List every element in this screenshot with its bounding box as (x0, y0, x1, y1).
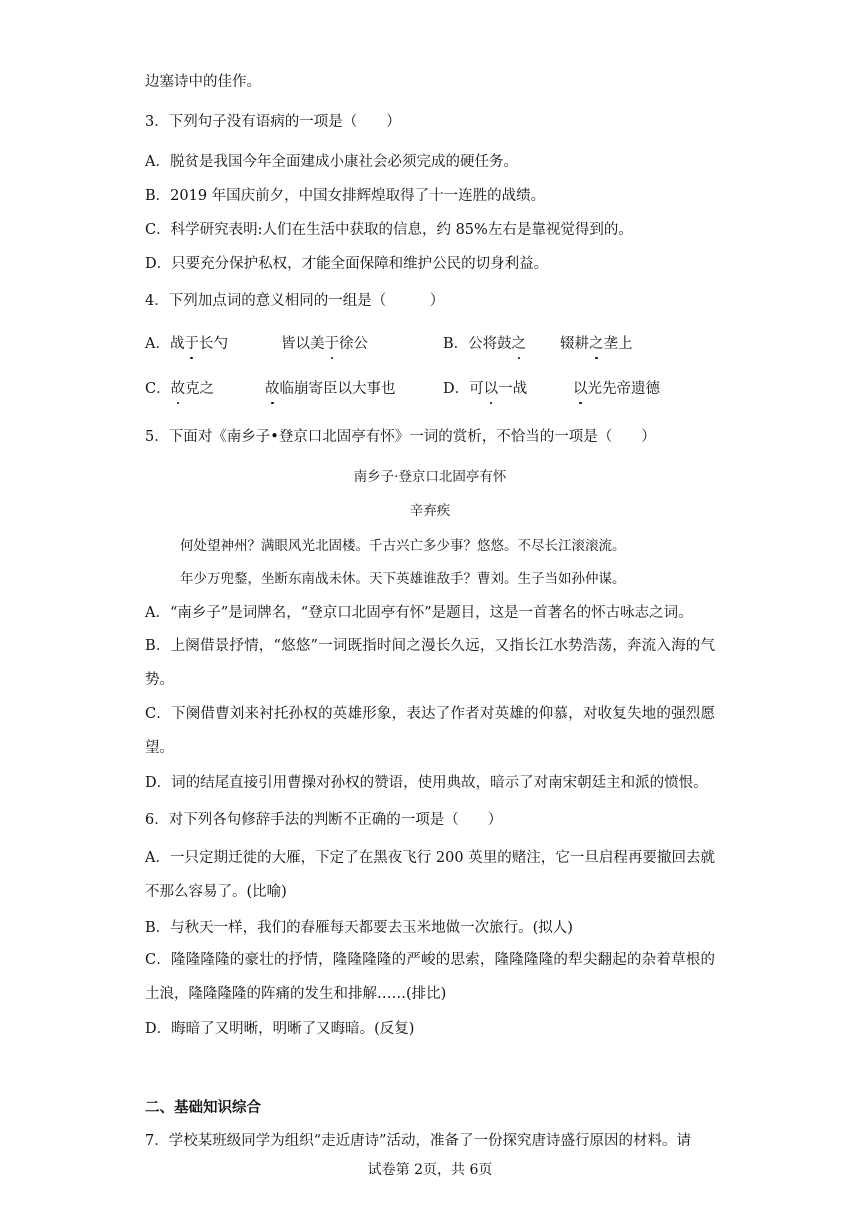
dotted-word: 故 (170, 381, 186, 397)
question-6-stem: 6．对下列各句修辞手法的判断不正确的一项是（ ） (145, 812, 503, 828)
question-4-option-c (145, 379, 214, 399)
option-label: A． (145, 336, 170, 352)
question-4-option-d-second (573, 379, 660, 399)
poem-author: 辛弃疾 (409, 503, 451, 519)
question-6-option-b: B．与秋天一样，我们的春雁每天都要去玉米地做一次旅行。(拟人) (145, 920, 573, 936)
question-5-option-b: B．上阕借景抒情，“悠悠”一词既指时间之漫长久远，又指长江水势浩荡，奔流入海的气势。 (145, 638, 715, 688)
option-text: 一战 (498, 381, 528, 397)
question-6-option-c: C．隆隆隆隆的豪壮的抒情，隆隆隆隆的严峻的思索，隆隆隆隆的犁尖翻起的杂着草根的土浪，隆隆隆隆的阵痛的发生和排解……(排比) (145, 952, 715, 1002)
dotted-word: 于 (324, 336, 339, 352)
section-2-heading: 二、基础知识综合 (145, 1099, 261, 1116)
page-footer: 试卷第 2页，共 6页 (367, 1162, 493, 1178)
option-label: C． (145, 381, 171, 397)
poem-title: 南乡子·登京口北固亭有怀 (353, 469, 507, 485)
poem-line-1: 何处望神州？满眼风光北固楼。千古兴亡多少事？悠悠。不尽长江滚滚流。 (180, 538, 626, 554)
option-text: 皆以美 (281, 336, 325, 352)
question-4-option-c-second (265, 379, 396, 399)
question-6-option-a: A．一只定期迁徙的大雁，下定了在黑夜飞行 200 英里的赌注，它一旦启程再要撤回去就不那么容易了。(比喻) (145, 850, 715, 900)
option-text: 垄上 (603, 336, 633, 352)
dotted-word: 以 (573, 381, 588, 397)
continued-text-line: 边塞诗中的佳作。 (145, 74, 261, 90)
question-4-option-b-second (560, 334, 633, 354)
option-text: 辍耕 (560, 336, 589, 352)
question-7-stem: 7．学校某班级同学为组织“走近唐诗”活动，准备了一份探究唐诗盛行原因的材料。请 (145, 1133, 692, 1149)
dotted-word: 故 (265, 381, 280, 397)
dotted-word: 之 (589, 336, 604, 352)
option-text: 公将鼓 (468, 336, 512, 352)
question-6-option-d: D．晦暗了又明晰，明晰了又晦暗。(反复) (145, 1021, 415, 1037)
question-3-option-d: D．只要充分保护私权，才能全面保障和维护公民的切身利益。 (145, 256, 549, 272)
question-3-option-a: A．脱贫是我国今年全面建成小康社会必须完成的硬任务。 (145, 154, 518, 170)
option-text: 临崩寄臣以大事也 (279, 381, 396, 397)
question-5-option-d: D．词的结尾直接引用曹操对孙权的赞语，使用典故，暗示了对南宋朝廷主和派的愤恨。 (145, 775, 708, 791)
question-5-option-a: A．“南乡子”是词牌名，“登京口北固亭有怀”是题目，这是一首著名的怀古咏志之词。 (145, 605, 693, 621)
question-4-option-a (145, 334, 228, 354)
question-5-stem: 5．下面对《南乡子•登京口北固亭有怀》一词的赏析，不恰当的一项是（ ） (145, 429, 656, 445)
option-label: B． (443, 336, 469, 352)
question-3-option-c: C．科学研究表明:人们在生活中获取的信息，约 85%左右是靠视觉得到的。 (145, 222, 633, 238)
question-4-option-d (443, 379, 527, 399)
option-text: 光先帝遗德 (587, 381, 660, 397)
option-text: 克之 (185, 381, 215, 397)
option-text: 可 (469, 381, 484, 397)
poem-line-2: 年少万兜鍪，坐断东南战未休。天下英雄谁敌手？曹刘。生子当如孙仲谋。 (180, 571, 626, 587)
option-text: 徐公 (339, 336, 368, 352)
dotted-word: 于 (184, 336, 199, 352)
question-3-stem: 3．下列句子没有语病的一项是（ ） (145, 114, 401, 130)
question-4-option-a-second (281, 334, 368, 354)
option-text: 长勺 (198, 336, 228, 352)
option-label: D． (443, 381, 470, 397)
option-text: 战 (169, 336, 185, 352)
question-3-option-b: B．2019 年国庆前夕，中国女排辉煌取得了十一连胜的战绩。 (145, 188, 546, 204)
question-4-option-b (443, 334, 526, 354)
question-4-stem: 4．下列加点词的意义相同的一组是（ ） (145, 293, 445, 309)
dotted-word: 之 (511, 336, 527, 352)
dotted-word: 以 (483, 381, 499, 397)
question-5-option-c: C．下阕借曹刘来衬托孙权的英雄形象，表达了作者对英雄的仰慕，对收复失地的强烈愿望。 (145, 706, 715, 756)
